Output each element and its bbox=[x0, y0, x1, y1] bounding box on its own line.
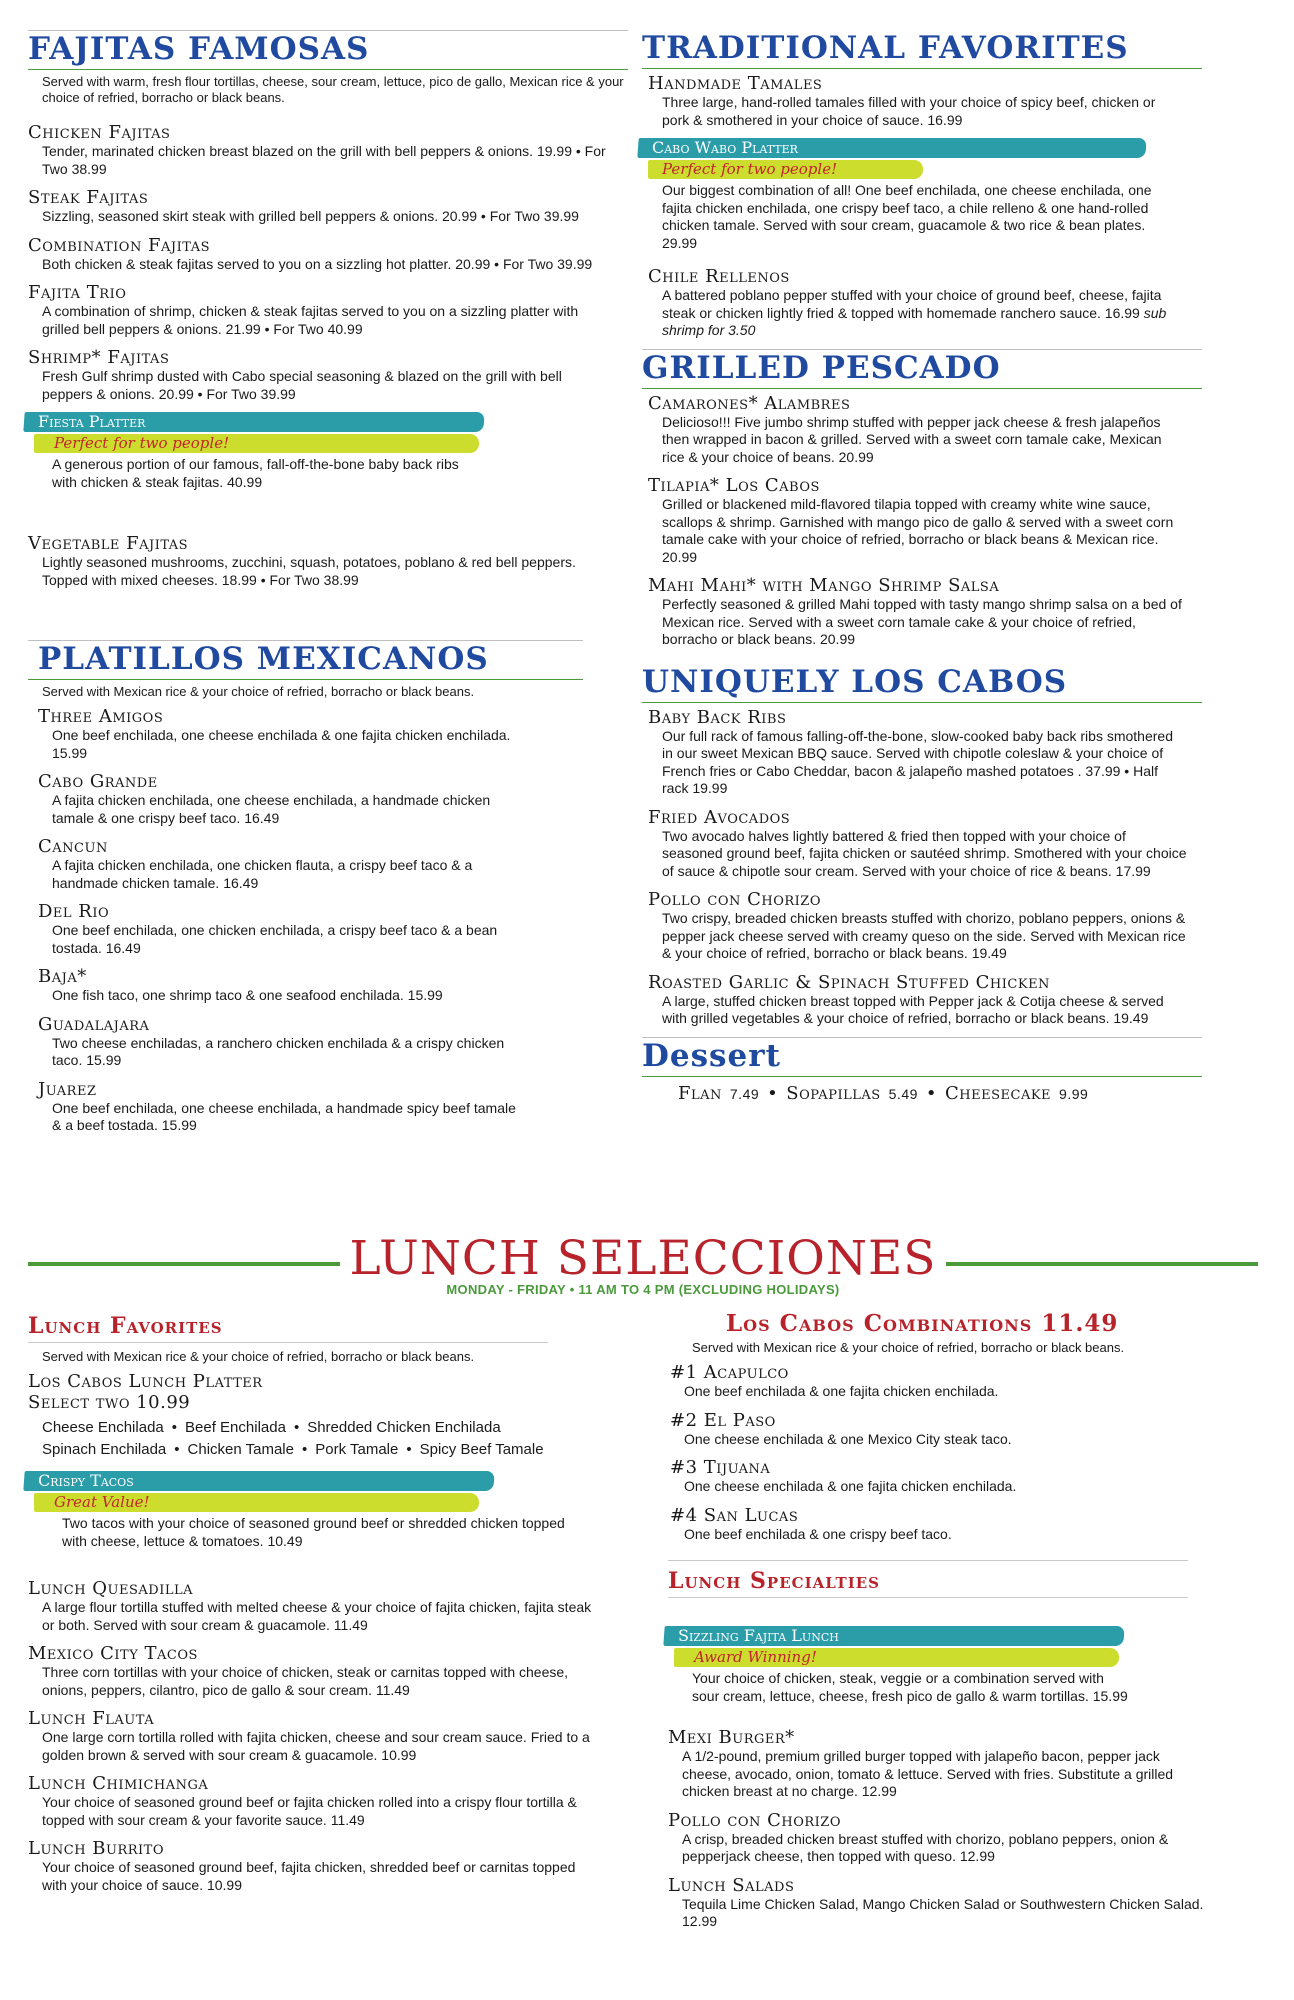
menu-item bbox=[670, 1457, 1258, 1496]
item-desc: A fajita chicken enchilada, one cheese enchilada, a handmade chicken tamale & one crispy beef taco. 16.49 bbox=[52, 792, 491, 826]
dessert-name: Flan bbox=[678, 1082, 722, 1104]
platter-name: Los Cabos Lunch Platter bbox=[28, 1371, 263, 1392]
fajitas-intro: Served with warm, fresh flour tortillas, cheese, sour cream, lettuce, pico de gallo, Mexican rice & your choice of refried, borracho or black beans. bbox=[42, 74, 624, 105]
pescado-title: GRILLED PESCADO bbox=[642, 349, 1001, 386]
item-name: Lunch Flauta bbox=[28, 1708, 155, 1729]
item-name: Guadalajara bbox=[38, 1013, 150, 1035]
item-name: #2 El Paso bbox=[670, 1409, 776, 1431]
menu-item bbox=[670, 1410, 1258, 1449]
item-name: Juarez bbox=[38, 1078, 97, 1100]
item-name: Vegetable Fajitas bbox=[28, 533, 189, 554]
item-name: Three Amigos bbox=[38, 706, 164, 727]
item-desc: Lightly seasoned mushrooms, zucchini, squash, potatoes, poblano & red bell peppers. Topped with mixed cheeses. 18.99 • For Two 38.99 bbox=[42, 554, 576, 588]
fiesta-banner-label: Fiesta Platter bbox=[38, 412, 146, 431]
crispy-tag-label: Great Value! bbox=[54, 1493, 150, 1511]
section-rule bbox=[28, 1342, 548, 1343]
section-rule bbox=[28, 679, 583, 680]
item-name: Fajita Trio bbox=[28, 282, 127, 303]
dessert-separator: • bbox=[767, 1082, 779, 1104]
fajitas-list bbox=[28, 122, 628, 403]
item-desc: Fresh Gulf shrimp dusted with Cabo special seasoning & blazed on the grill with bell peppers & onions. 20.99 • For Two 39.99 bbox=[42, 368, 562, 402]
wabo-tag-label: Perfect for two people! bbox=[662, 160, 838, 178]
item-name: Chile Rellenos bbox=[648, 266, 790, 287]
dessert-price: 9.99 bbox=[1059, 1085, 1089, 1102]
item-desc: A crisp, breaded chicken breast stuffed with chorizo, poblano peppers, onion & pepperjack cheese, then topped with queso. 12.99 bbox=[682, 1830, 1169, 1864]
platillos-list bbox=[38, 706, 628, 1135]
item-desc: A fajita chicken enchilada, one chicken flauta, a crispy beef taco & a handmade chicken tamale. 16.49 bbox=[52, 857, 473, 891]
menu-item bbox=[648, 972, 1202, 1028]
platillos-intro: Served with Mexican rice & your choice of refried, borracho or black beans. bbox=[42, 684, 475, 699]
sizzling-tag-label: Award Winning! bbox=[694, 1648, 817, 1666]
lunch-favorites-title: Lunch Favorites bbox=[28, 1313, 223, 1339]
item-name: Del Rio bbox=[38, 901, 110, 922]
right-column bbox=[642, 30, 1202, 1105]
menu-item bbox=[28, 122, 628, 178]
choice-separator: • bbox=[174, 1441, 180, 1458]
item-name: Lunch Quesadilla bbox=[28, 1578, 193, 1599]
choice-separator: • bbox=[301, 1441, 308, 1458]
crispy-desc: Two tacos with your choice of seasoned ground beef or shredded chicken topped with cheese, lettuce & tomatoes. 10.49 bbox=[62, 1515, 565, 1549]
fiesta-tag bbox=[34, 434, 628, 454]
menu-item bbox=[28, 1643, 638, 1699]
item-desc: One beef enchilada & one crispy beef taco. bbox=[684, 1525, 952, 1542]
item-name: #3 Tijuana bbox=[670, 1457, 771, 1478]
section-rule bbox=[642, 1076, 1202, 1077]
item-desc: Three large, hand-rolled tamales filled with your choice of spicy beef, chicken or pork & smothered in your choice of sauce. 16.99 bbox=[662, 94, 1156, 128]
choice-separator: • bbox=[406, 1441, 412, 1458]
item-name: Roasted Garlic & Spinach Stuffed Chicken bbox=[648, 971, 1050, 993]
menu-item bbox=[648, 73, 1202, 129]
lunch-title: LUNCH SELECCIONES bbox=[349, 1231, 937, 1286]
platter-choice: Pork Tamale bbox=[315, 1441, 399, 1458]
item-desc: Two cheese enchiladas, a ranchero chicken enchilada & a crispy chicken taco. 15.99 bbox=[52, 1034, 505, 1068]
item-desc: Your choice of seasoned ground beef, fajita chicken, shredded beef or carnitas topped with your choice of sauce. 10.99 bbox=[42, 1859, 576, 1893]
crispy-banner-label: Crispy Tacos bbox=[38, 1471, 134, 1490]
item-name: Baby Back Ribs bbox=[648, 706, 787, 728]
item-name: Mexi Burger* bbox=[668, 1727, 795, 1748]
platter-choice: Spinach Enchilada bbox=[42, 1441, 167, 1458]
item-desc: Two avocado halves lightly battered & fried then topped with your choice of seasoned ground beef, fajita chicken or sautéed shrimp. Smothered with your choice of sauce & chipotle sour cream. Served with your choice of rice & beans. 17.99 bbox=[662, 827, 1187, 879]
item-desc: One beef enchilada & one fajita chicken enchilada. bbox=[684, 1383, 999, 1399]
item-desc: Sizzling, seasoned skirt steak with grilled bell peppers & onions. 20.99 • For Two 39.99 bbox=[42, 208, 579, 224]
section-rule bbox=[642, 68, 1202, 69]
dessert-price: 7.49 bbox=[729, 1085, 760, 1102]
menu-item bbox=[648, 807, 1202, 881]
menu-item bbox=[38, 966, 628, 1005]
item-desc: Perfectly seasoned & grilled Mahi topped with tasty mango shrimp salsa on a bed of Mexican rice. Served with a sweet corn tamale cake & your choice of refried, borracho or black beans. 20.99 bbox=[662, 596, 1182, 647]
platter-choice: Beef Enchilada bbox=[185, 1419, 286, 1436]
item-name: #1 Acapulco bbox=[670, 1362, 789, 1383]
item-name: Lunch Chimichanga bbox=[28, 1773, 209, 1794]
item-name: Camarones* Alambres bbox=[648, 392, 851, 414]
uniquely-title: UNIQUELY LOS CABOS bbox=[642, 663, 1068, 700]
platter-choice: Spicy Beef Tamale bbox=[419, 1441, 544, 1458]
item-desc: One large corn tortilla rolled with fajita chicken, cheese and sour cream sauce. Fried to a golden brown & served with sour cream & guacamole. 10.99 bbox=[42, 1729, 590, 1763]
menu-item bbox=[38, 706, 628, 762]
item-name: Baja* bbox=[38, 966, 87, 987]
section-rule bbox=[28, 69, 628, 70]
item-name: Mexico City Tacos bbox=[28, 1643, 198, 1664]
item-name: #4 San Lucas bbox=[670, 1504, 799, 1526]
menu-item bbox=[38, 836, 628, 892]
item-note: sub shrimp for 3.50 bbox=[662, 304, 1167, 338]
dessert-name: Cheesecake bbox=[945, 1082, 1052, 1104]
platter-choice: Cheese Enchilada bbox=[42, 1419, 164, 1436]
lunch-rule-right bbox=[946, 1262, 1258, 1266]
item-name: Chicken Fajitas bbox=[28, 122, 171, 143]
item-name: Mahi Mahi* with Mango Shrimp Salsa bbox=[648, 575, 1000, 596]
item-desc: Our full rack of famous falling-off-the-bone, slow-cooked baby back ribs smothered in our sweet Mexican BBQ sauce. Served with chipotle coleslaw & your choice of French fries or Cabo Cheddar, bacon & jalapeño mashed potatoes . 37.99 • Half rack 19.99 bbox=[662, 727, 1173, 796]
wabo-banner-label: Cabo Wabo Platter bbox=[652, 138, 798, 157]
item-name: Tilapia* Los Cabos bbox=[648, 475, 820, 496]
choice-separator: • bbox=[171, 1419, 178, 1436]
item-desc: Both chicken & steak fajitas served to you on a sizzling hot platter. 20.99 • For Two 39.99 bbox=[42, 255, 593, 272]
platter-choice: Shredded Chicken Enchilada bbox=[307, 1419, 501, 1436]
item-name: Fried Avocados bbox=[648, 806, 791, 828]
item-name: Pollo con Chorizo bbox=[668, 1809, 841, 1831]
wabo-desc: Our biggest combination of all! One beef enchilada, one cheese enchilada, one fajita chicken enchilada, one crispy beef taco, a chile relleno & one hand-rolled chicken tamale. Served with sour cream, guacamole & two rice & bean plates. 29.99 bbox=[662, 182, 1152, 251]
left-column bbox=[28, 30, 628, 1144]
menu-item bbox=[38, 1079, 628, 1135]
menu-item bbox=[648, 575, 1202, 649]
menu-item bbox=[28, 1578, 638, 1634]
dessert-price: 5.49 bbox=[888, 1085, 918, 1102]
dessert-separator: • bbox=[925, 1082, 938, 1104]
platter-choices-row1 bbox=[42, 1417, 638, 1439]
item-name: Combination Fajitas bbox=[28, 234, 211, 256]
menu-item bbox=[668, 1875, 1258, 1931]
item-desc: A combination of shrimp, chicken & steak fajitas served to you on a sizzling platter with grilled bell peppers & onions. 21.99 • For Two 40.99 bbox=[42, 303, 579, 337]
menu-item bbox=[38, 901, 628, 957]
combos-list bbox=[670, 1362, 1258, 1543]
menu-item bbox=[28, 1708, 638, 1764]
section-rule bbox=[642, 702, 1202, 703]
item-desc: A large flour tortilla stuffed with melted cheese & your choice of fajita chicken, fajita steak or both. Served with sour cream & guacamole. 11.49 bbox=[42, 1599, 592, 1633]
item-desc: One beef enchilada, one cheese enchilada & one fajita chicken enchilada. 15.99 bbox=[52, 727, 511, 761]
item-desc: A large, stuffed chicken breast topped with Pepper jack & Cotija cheese & served with grilled vegetables & your choice of refried, borracho or black beans. 19.49 bbox=[662, 992, 1164, 1026]
item-name: Cancun bbox=[38, 836, 108, 857]
item-desc: A 1/2-pound, premium grilled burger topped with jalapeño bacon, pepper jack cheese, avocado, onion, tomato & lettuce. Served with fries. Substitute a grilled chicken breast at no charge. 12.99 bbox=[682, 1748, 1174, 1799]
lunch-favorites-intro: Served with Mexican rice & your choice of refried, borracho or black beans. bbox=[42, 1349, 475, 1364]
item-desc: Delicioso!!! Five jumbo shrimp stuffed with pepper jack cheese & fresh jalapeños then wrapped in bacon & grilled. Served with a sweet corn tamale cake, Mexican rice & your choice of beans. 20.99 bbox=[662, 413, 1162, 465]
item-desc: Tender, marinated chicken breast blazed on the grill with bell peppers & onions. 19.99 • For Two 38.99 bbox=[42, 143, 606, 177]
fajitas-title: FAJITAS FAMOSAS bbox=[28, 31, 370, 67]
item-desc: One cheese enchilada & one Mexico City steak taco. bbox=[684, 1430, 1012, 1447]
menu-item bbox=[648, 889, 1202, 963]
item-name: Lunch Burrito bbox=[28, 1838, 165, 1859]
combos-title: Los Cabos Combinations 11.49 bbox=[726, 1310, 1119, 1337]
menu-item bbox=[668, 1810, 1258, 1866]
item-desc: A battered poblano pepper stuffed with your choice of ground beef, cheese, fajita steak or chicken lightly fried & topped with homemade ranchero sauce. 16.99 bbox=[662, 287, 1162, 321]
menu-item bbox=[648, 266, 1202, 340]
platter-select: Select two 10.99 bbox=[28, 1392, 191, 1413]
sizzling-desc: Your choice of chicken, steak, veggie or a combination served with sour cream, lettuce, cheese, fresh pico de gallo & warm tortillas. 15.99 bbox=[692, 1670, 1128, 1704]
item-name: Lunch Salads bbox=[668, 1874, 795, 1896]
fiesta-tag-label: Perfect for two people! bbox=[54, 434, 230, 452]
sizzling-tag bbox=[674, 1648, 1258, 1668]
item-desc: Two crispy, breaded chicken breasts stuffed with chorizo, poblano peppers, onions & pepper jack cheese served with creamy queso on the side. Served with Mexican rice & your choice of refried, borracho or black beans. 19.49 bbox=[662, 910, 1186, 961]
lunch-favorites-list bbox=[28, 1578, 638, 1894]
lunch-rule-left bbox=[28, 1262, 340, 1266]
item-name: Steak Fajitas bbox=[28, 187, 149, 208]
menu-item bbox=[670, 1362, 1258, 1401]
item-desc: Three corn tortillas with your choice of chicken, steak or carnitas topped with cheese, onions, peppers, cilantro, pico de gallo & sour cream. 11.49 bbox=[42, 1664, 569, 1698]
platter-choices-row2 bbox=[42, 1439, 638, 1461]
menu-item bbox=[648, 393, 1202, 467]
platter-choice: Chicken Tamale bbox=[187, 1441, 294, 1458]
crispy-banner bbox=[24, 1471, 638, 1493]
item-desc: One beef enchilada, one cheese enchilada, a handmade spicy beef tamale & a beef tostada. 15.99 bbox=[52, 1099, 516, 1133]
lunch-right-column bbox=[668, 1310, 1258, 1940]
menu-item bbox=[28, 533, 628, 589]
lunch-subtitle: MONDAY - FRIDAY • 11 AM TO 4 PM (EXCLUDING HOLIDAYS) bbox=[446, 1282, 840, 1297]
item-name: Cabo Grande bbox=[38, 771, 158, 792]
section-rule bbox=[642, 388, 1202, 389]
menu-item bbox=[670, 1505, 1258, 1544]
fiesta-banner bbox=[24, 412, 628, 434]
dessert-title: Dessert bbox=[642, 1037, 781, 1074]
item-desc: Tequila Lime Chicken Salad, Mango Chicken Salad or Southwestern Chicken Salad. 12.99 bbox=[682, 1895, 1204, 1929]
item-name: Handmade Tamales bbox=[648, 73, 823, 94]
menu-item bbox=[38, 1014, 628, 1070]
menu-item bbox=[28, 187, 628, 226]
combos-intro: Served with Mexican rice & your choice of refried, borracho or black beans. bbox=[692, 1340, 1125, 1355]
menu-item bbox=[28, 235, 628, 274]
uniquely-list bbox=[648, 707, 1202, 1028]
sizzling-banner-label: Sizzling Fajita Lunch bbox=[678, 1626, 839, 1645]
item-name: Shrimp* Fajitas bbox=[28, 347, 170, 368]
lunch-left-column bbox=[28, 1312, 638, 1903]
platillos-title: PLATILLOS MEXICANOS bbox=[38, 641, 489, 677]
section-rule bbox=[668, 1560, 1188, 1561]
specialties-title: Lunch Specialties bbox=[668, 1568, 880, 1594]
item-desc: One cheese enchilada & one fajita chicken enchilada. bbox=[684, 1478, 1017, 1494]
wabo-tag bbox=[648, 160, 1202, 180]
item-desc: One beef enchilada, one chicken enchilada, a crispy beef taco & a bean tostada. 16.49 bbox=[52, 922, 498, 956]
item-name: Pollo con Chorizo bbox=[648, 889, 821, 910]
menu-item bbox=[28, 347, 628, 403]
sizzling-banner bbox=[664, 1626, 1258, 1648]
menu-item bbox=[28, 1773, 638, 1829]
menu-item bbox=[28, 1838, 638, 1894]
menu-item bbox=[648, 707, 1202, 798]
choice-separator: • bbox=[293, 1419, 300, 1436]
section-rule bbox=[668, 1597, 1188, 1598]
dessert-list bbox=[678, 1083, 1202, 1105]
menu-item bbox=[28, 282, 628, 338]
traditional-title: TRADITIONAL FAVORITES bbox=[642, 30, 1129, 66]
fiesta-desc: A generous portion of our famous, fall-off-the-bone baby back ribs with chicken & steak fajitas. 40.99 bbox=[52, 456, 459, 490]
item-desc: One fish taco, one shrimp taco & one seafood enchilada. 15.99 bbox=[52, 987, 443, 1003]
wabo-banner bbox=[638, 138, 1202, 160]
item-desc: Your choice of seasoned ground beef or fajita chicken rolled into a crispy flour tortilla & topped with sour cream & your favorite sauce. 11.49 bbox=[42, 1794, 577, 1828]
item-desc: Grilled or blackened mild-flavored tilapia topped with creamy white wine sauce, scallops & shrimp. Garnished with mango pico de gallo & served with a sweet corn tamale cake with your choice of refried, borracho or black beans & Mexican rice. 20.99 bbox=[662, 496, 1174, 565]
specialties-list bbox=[668, 1727, 1258, 1931]
dessert-name: Sopapillas bbox=[786, 1082, 881, 1104]
menu-item bbox=[38, 771, 628, 827]
pescado-list bbox=[648, 393, 1202, 649]
crispy-tag bbox=[34, 1493, 638, 1513]
menu-item bbox=[668, 1727, 1258, 1801]
menu-item bbox=[648, 475, 1202, 566]
